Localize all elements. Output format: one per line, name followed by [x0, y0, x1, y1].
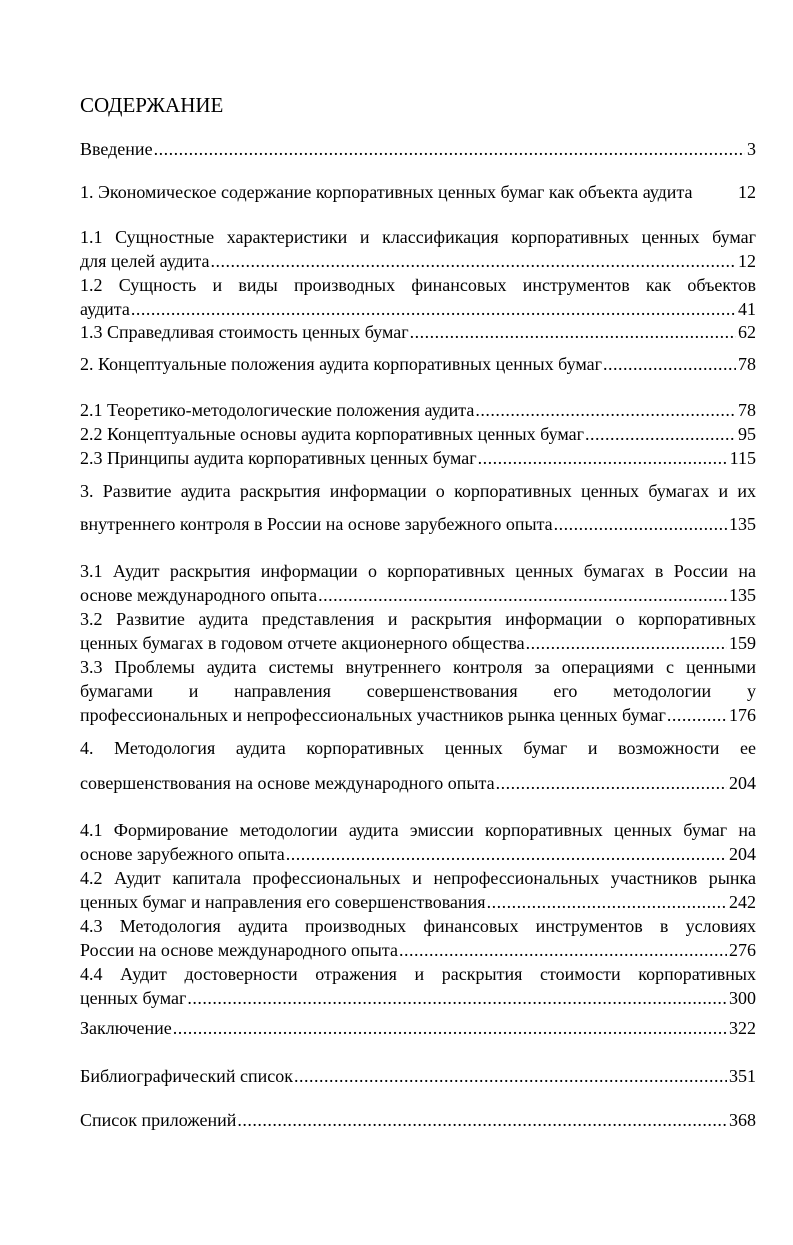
- toc-entry-3-1: [80, 583, 756, 607]
- toc-entry-text: для целей аудита: [80, 251, 210, 271]
- toc-leader-dots: [131, 297, 736, 321]
- toc-entry-text: 2. Концептуальные положения аудита корпоративных ценных бумаг: [80, 354, 602, 374]
- toc-entry-chapter-2: [80, 352, 756, 376]
- toc-entry-chapter-1: [80, 180, 756, 204]
- toc-leader-dots: [487, 890, 727, 914]
- toc-entry-2-2: [80, 422, 756, 446]
- toc-entry-text: 2.1 Теоретико-методологические положения аудита: [80, 400, 475, 420]
- toc-leader-dots: [154, 137, 745, 161]
- toc-page-number: 322: [729, 1018, 756, 1038]
- toc-entry-text: России на основе международного опыта: [80, 940, 398, 960]
- toc-entry-3-3: [80, 703, 756, 727]
- toc-entry-text: совершенствования на основе международного опыта: [80, 773, 495, 793]
- toc-entry-3-1-line1: 3.1 Аудит раскрытия информации о корпоративных ценных бумагах в России на: [80, 561, 756, 581]
- toc-leader-dots: [526, 631, 727, 655]
- toc-page-number: 300: [729, 988, 756, 1008]
- toc-entry-2-1: [80, 398, 756, 422]
- toc-entry-3-2: [80, 631, 756, 655]
- toc-entry-conclusion: [80, 1016, 756, 1040]
- toc-entry-chapter-3-line1: 3. Развитие аудита раскрытия информации о корпоративных ценных бумагах и их: [80, 481, 756, 501]
- toc-page-number: 204: [729, 773, 756, 793]
- toc-page-number: 135: [729, 514, 756, 534]
- toc-page-number: 12: [738, 182, 756, 202]
- toc-entry-4-3-line1: 4.3 Методология аудита производных финансовых инструментов в условиях: [80, 916, 756, 936]
- toc-page-number: 204: [729, 844, 756, 864]
- toc-page-number: 351: [729, 1066, 756, 1086]
- toc-page-number: 12: [738, 251, 756, 271]
- toc-leader-dots: [478, 446, 728, 470]
- toc-entry-3-3-line2: бумагами и направления совершенствования его методологии у: [80, 681, 756, 701]
- toc-page-number: 135: [729, 585, 756, 605]
- toc-leader-dots: [237, 1108, 727, 1132]
- toc-leader-dots: [496, 771, 727, 795]
- toc-leader-dots: [294, 1064, 727, 1088]
- toc-leader-dots: [603, 352, 736, 376]
- toc-entry-text: Введение: [80, 139, 153, 159]
- toc-entry-4-2: [80, 890, 756, 914]
- toc-entry-1-2-line1: 1.2 Сущность и виды производных финансовых инструментов как объектов: [80, 275, 756, 295]
- toc-entry-text: Заключение: [80, 1018, 172, 1038]
- toc-entry-appendices: [80, 1108, 756, 1132]
- toc-entry-4-1-line1: 4.1 Формирование методологии аудита эмиссии корпоративных ценных бумаг на: [80, 820, 756, 840]
- toc-leader-dots: [399, 938, 727, 962]
- toc-entry-4-1: [80, 842, 756, 866]
- toc-entry-text: внутреннего контроля в России на основе зарубежного опыта: [80, 514, 553, 534]
- toc-page-number: 276: [729, 940, 756, 960]
- toc-entry-text: 2.3 Принципы аудита корпоративных ценных бумаг: [80, 448, 477, 468]
- toc-entry-chapter-4-line1: 4. Методология аудита корпоративных ценных бумаг и возможности ее: [80, 738, 756, 758]
- toc-entry-text: основе зарубежного опыта: [80, 844, 285, 864]
- toc-page-number: 41: [738, 299, 756, 319]
- toc-leader-dots: [667, 703, 727, 727]
- toc-leader-dots: [410, 320, 736, 344]
- toc-entry-1-2: [80, 297, 756, 321]
- toc-leader-dots: [286, 842, 727, 866]
- toc-entry-chapter-4: [80, 771, 756, 795]
- toc-leader-dots: [187, 986, 727, 1010]
- page-title: СОДЕРЖАНИЕ: [80, 93, 224, 117]
- toc-entry-text: ценных бумаг: [80, 988, 187, 1008]
- toc-leader-dots: [173, 1016, 727, 1040]
- toc-leader-dots: [210, 249, 736, 273]
- toc-entry-4-4-line1: 4.4 Аудит достоверности отражения и раскрытия стоимости корпоративных: [80, 964, 756, 984]
- toc-entry-text: 1.3 Справедливая стоимость ценных бумаг: [80, 322, 409, 342]
- toc-page-number: 62: [738, 322, 756, 342]
- toc-entry-text: профессиональных и непрофессиональных участников рынка ценных бумаг: [80, 705, 666, 725]
- toc-leader-dots: [318, 583, 727, 607]
- toc-entry-3-2-line1: 3.2 Развитие аудита представления и раскрытия информации о корпоративных: [80, 609, 756, 629]
- toc-page-number: 242: [729, 892, 756, 912]
- toc-entry-text: аудита: [80, 299, 130, 319]
- toc-entry-text: Список приложений: [80, 1110, 237, 1130]
- toc-entry-intro: [80, 137, 756, 161]
- toc-page-number: 368: [729, 1110, 756, 1130]
- toc-entry-text: ценных бумаг и направления его совершенствования: [80, 892, 486, 912]
- toc-entry-4-3: [80, 938, 756, 962]
- toc-page-number: 95: [738, 424, 756, 444]
- toc-entry-text: основе международного опыта: [80, 585, 318, 605]
- toc-page-number: 78: [738, 400, 756, 420]
- toc-entry-3-3-line1: 3.3 Проблемы аудита системы внутреннего контроля за операциями с ценными: [80, 657, 756, 677]
- toc-entry-2-3: [80, 446, 756, 470]
- toc-entry-text: ценных бумагах в годовом отчете акционерного общества: [80, 633, 525, 653]
- toc-page-number: 176: [729, 705, 756, 725]
- toc-leader-dots: [554, 512, 727, 536]
- toc-entry-4-2-line1: 4.2 Аудит капитала профессиональных и непрофессиональных участников рынка: [80, 868, 756, 888]
- toc-entry-1-1-line1: 1.1 Сущностные характеристики и классификация корпоративных ценных бумаг: [80, 227, 756, 247]
- toc-page-number: 159: [729, 633, 756, 653]
- toc-entry-1-1: [80, 249, 756, 273]
- toc-entry-text: 2.2 Концептуальные основы аудита корпоративных ценных бумаг: [80, 424, 584, 444]
- toc-entry-1-3: [80, 320, 756, 344]
- toc-entry-text: Библиографический список: [80, 1066, 293, 1086]
- toc-page-number: 115: [729, 448, 756, 468]
- toc-leader-dots: [585, 422, 736, 446]
- toc-entry-chapter-3: [80, 512, 756, 536]
- toc-leader-dots: [475, 398, 736, 422]
- toc-entry-bibliography: [80, 1064, 756, 1088]
- toc-entry-text: 1. Экономическое содержание корпоративных ценных бумаг как объекта аудита: [80, 182, 693, 202]
- toc-entry-4-4: [80, 986, 756, 1010]
- toc-page-number: 78: [738, 354, 756, 374]
- toc-page-number: 3: [747, 139, 756, 159]
